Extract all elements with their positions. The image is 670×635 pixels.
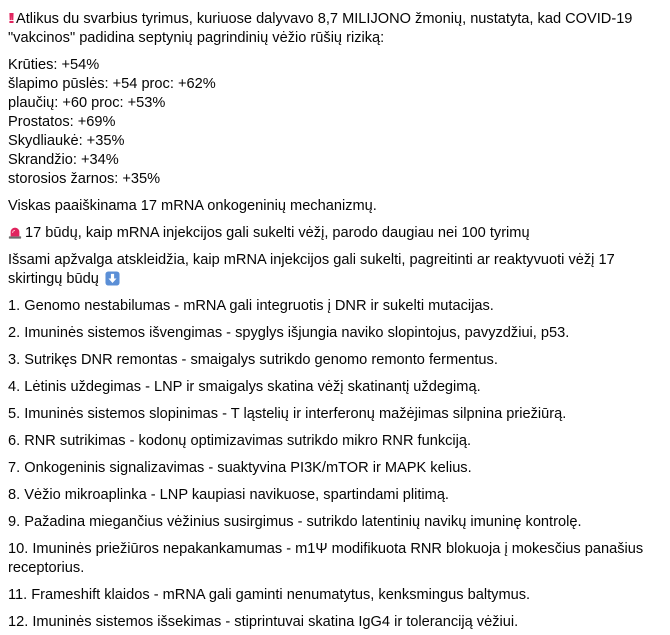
list-item: 11. Frameshift klaidos - mRNA gali gaminti nenumatytus, kenksmingus baltymus. bbox=[8, 587, 531, 603]
review-text: Išsami apžvalga atskleidžia, kaip mRNA injekcijos gali sukelti, pagreitinti ar reaktyvuoti vėžį 17 skirtingų būdų bbox=[8, 252, 615, 287]
list-item: 7. Onkogeninis signalizavimas - suaktyvina PI3K/mTOR ir MAPK kelius. bbox=[8, 460, 472, 476]
intro-text: Atlikus du svarbius tyrimus, kuriuose dalyvavo 8,7 MILIJONO žmonių, nustatyta, kad COVID-19 "vakcinos" padidina septynių pagrindinių vėžio rūšių riziką: bbox=[8, 11, 633, 46]
mechanism-list bbox=[8, 297, 662, 632]
list-item: 5. Imuninės sistemos slopinimas - T ląstelių ir interferonų mažėjimas silpnina priežiūrą. bbox=[8, 406, 567, 422]
risk-item: plaučių: +60 proc: +53% bbox=[8, 95, 166, 111]
list-item: 2. Imuninės sistemos išvengimas - spyglys išjungia naviko slopintojus, pavyzdžiui, p53. bbox=[8, 325, 570, 341]
review-paragraph bbox=[8, 251, 662, 289]
risk-item: Skrandžio: +34% bbox=[8, 152, 119, 168]
intro-paragraph bbox=[8, 9, 662, 48]
siren-icon bbox=[8, 225, 22, 239]
list-item: 12. Imuninės sistemos išsekimas - stiprintuvai skatina IgG4 ir toleranciją vėžiui. bbox=[8, 614, 519, 630]
explained-text: Viskas paaiškinama 17 mRNA onkogeninių mechanizmų. bbox=[8, 198, 377, 214]
list-item: 1. Genomo nestabilumas - mRNA gali integruotis į DNR ir sukelti mutacijas. bbox=[8, 298, 494, 314]
risk-item: Skydliaukė: +35% bbox=[8, 133, 125, 149]
risk-item: Krūties: +54% bbox=[8, 57, 100, 73]
list-item: 3. Sutrikęs DNR remontas - smaigalys sutrikdo genomo remonto fermentus. bbox=[8, 352, 498, 368]
double-exclamation-icon: !! bbox=[8, 10, 12, 27]
risk-list bbox=[8, 56, 662, 189]
list-item: 4. Lėtinis uždegimas - LNP ir smaigalys skatina vėžį skatinantį uždegimą. bbox=[8, 379, 481, 395]
risk-item: storosios žarnos: +35% bbox=[8, 171, 161, 187]
down-arrow-icon bbox=[105, 271, 120, 286]
list-item: 10. Imuninės priežiūros nepakankamumas - m1Ψ modifikuota RNR blokuoja į mokesčius panašius receptorius. bbox=[8, 541, 644, 576]
ways-heading bbox=[8, 224, 662, 243]
list-item: 8. Vėžio mikroaplinka - LNP kaupiasi navikuose, spartindami plitimą. bbox=[8, 487, 449, 503]
list-item: 6. RNR sutrikimas - kodonų optimizavimas sutrikdo mikro RNR funkciją. bbox=[8, 433, 472, 449]
ways-heading-text: 17 būdų, kaip mRNA injekcijos gali sukelti vėžį, parodo daugiau nei 100 tyrimų bbox=[25, 225, 530, 241]
risk-item: šlapimo pūslės: +54 proc: +62% bbox=[8, 76, 216, 92]
risk-item: Prostatos: +69% bbox=[8, 114, 116, 130]
list-item: 9. Pažadina miegančius vėžinius susirgimus - sutrikdo latentinių navikų imuninę kontrolę. bbox=[8, 514, 582, 530]
